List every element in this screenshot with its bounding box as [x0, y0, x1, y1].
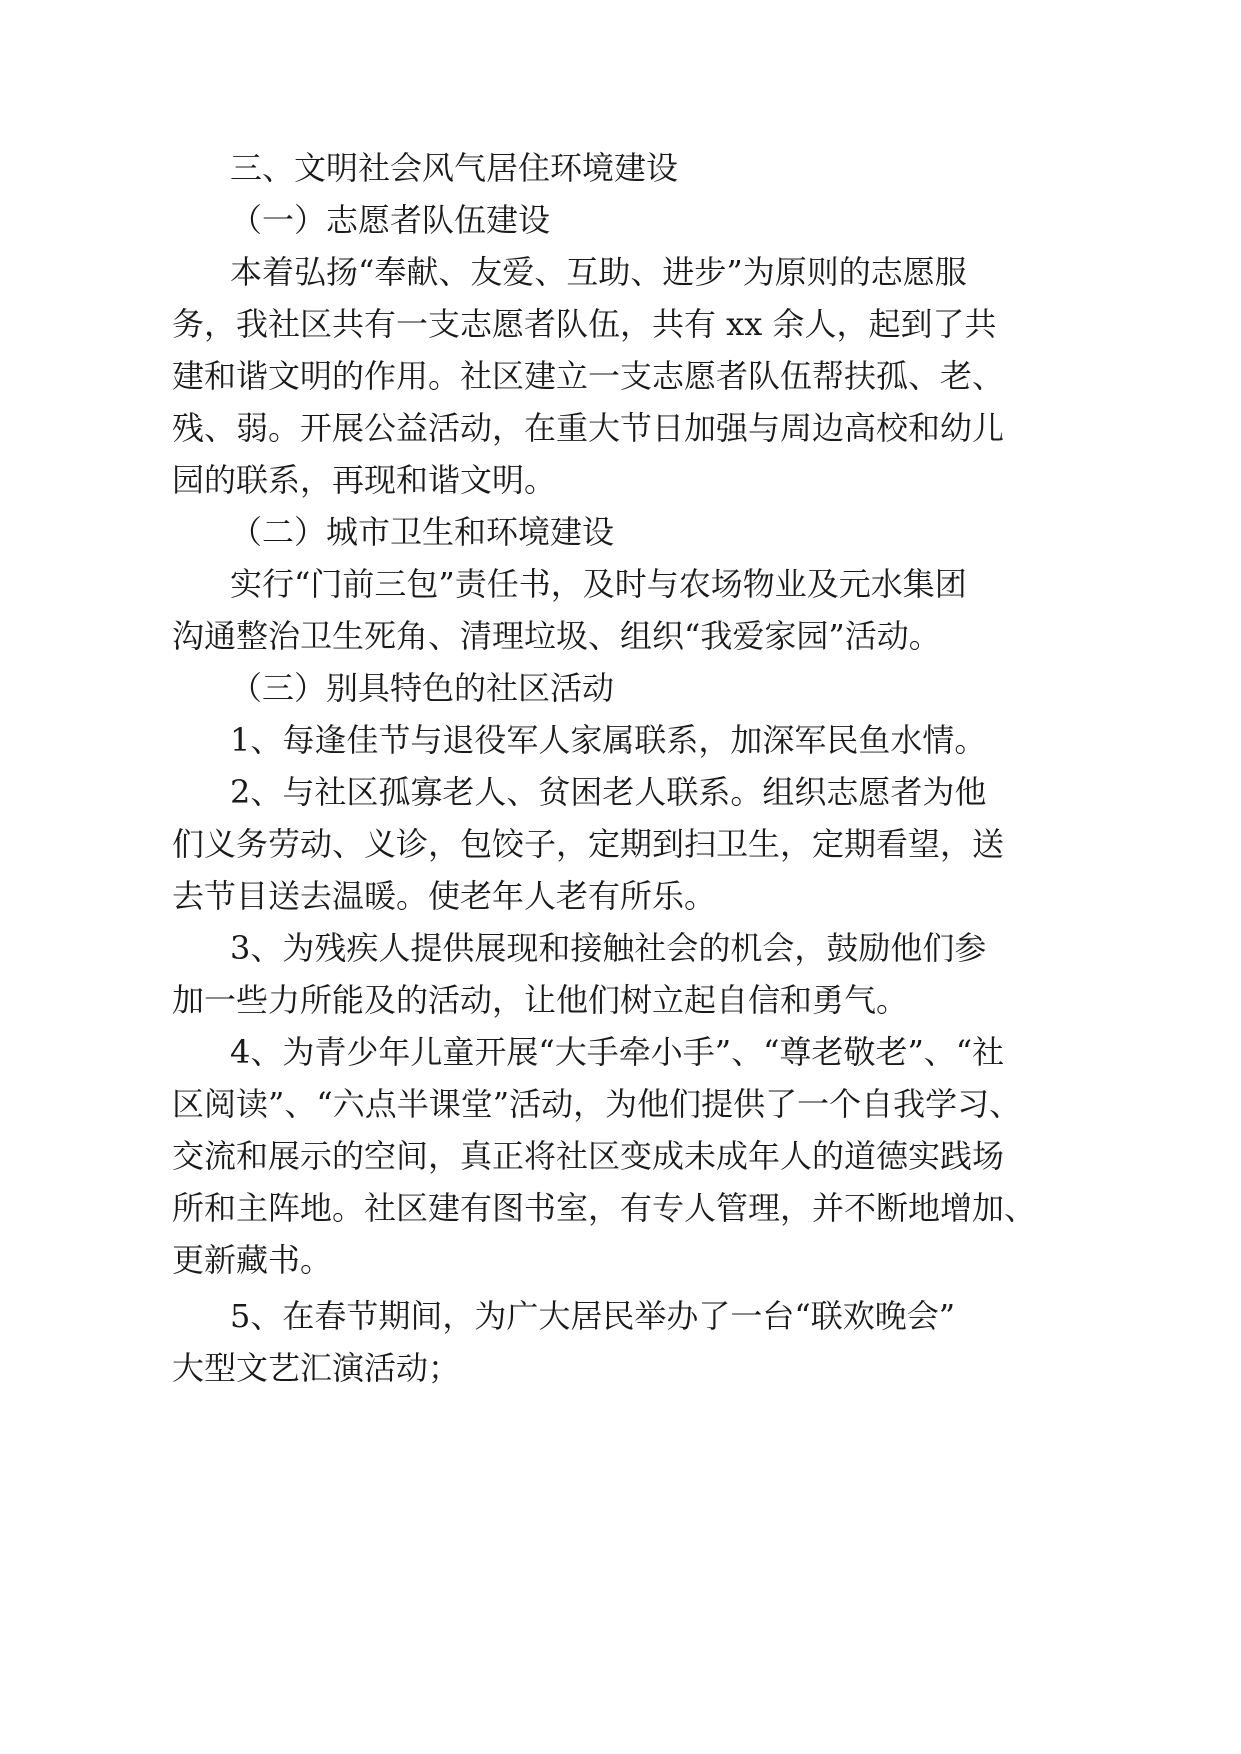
subsection-heading: （二）城市卫生和环境建设	[230, 513, 615, 551]
subsection-heading: （三）别具特色的社区活动	[230, 669, 615, 707]
paragraph-line: 去节目送去温暖。使老年人老有所乐。	[172, 877, 717, 915]
paragraph-line: 大型文艺汇演活动；	[172, 1349, 461, 1387]
paragraph-line: 实行“门前三包”责任书，及时与农场物业及元水集团	[230, 565, 967, 603]
paragraph-line: 沟通整治卫生死角、清理垃圾、组织“我爱家园”活动。	[172, 617, 941, 655]
section-heading: 三、文明社会风气居住环境建设	[230, 149, 679, 187]
paragraph-line: 所和主阵地。社区建有图书室，有专人管理，并不断地增加、	[172, 1189, 1037, 1227]
paragraph-line: 建和谐文明的作用。社区建立一支志愿者队伍帮扶孤、老、	[172, 357, 1005, 395]
paragraph-line: 本着弘扬“奉献、友爱、互助、进步”为原则的志愿服	[230, 253, 967, 291]
paragraph-line: 更新藏书。	[172, 1241, 333, 1279]
paragraph-line: 园的联系，再现和谐文明。	[172, 461, 557, 499]
list-item-line: 5、在春节期间，为广大居民举办了一台“联欢晚会”	[230, 1297, 956, 1335]
list-item-line: 4、为青少年儿童开展“大手牵小手”、“尊老敬老”、“社	[230, 1033, 1005, 1071]
paragraph-line: 残、弱。开展公益活动，在重大节日加强与周边高校和幼儿	[172, 409, 1005, 447]
list-item-line: 3、为残疾人提供展现和接触社会的机会，鼓励他们参	[230, 929, 987, 967]
paragraph-line: 交流和展示的空间，真正将社区变成未成年人的道德实践场	[172, 1137, 1005, 1175]
list-item-line: 2、与社区孤寡老人、贫困老人联系。组织志愿者为他	[230, 773, 987, 811]
paragraph-line: 务，我社区共有一支志愿者队伍，共有 xx 余人，起到了共	[172, 305, 997, 343]
paragraph-line: 们义务劳动、义诊，包饺子，定期到扫卫生，定期看望，送	[172, 825, 1005, 863]
list-item-line: 1、每逢佳节与退役军人家属联系，加深军民鱼水情。	[230, 721, 987, 759]
paragraph-line: 区阅读”、“六点半课堂”活动，为他们提供了一个自我学习、	[172, 1085, 1022, 1123]
paragraph-line: 加一些力所能及的活动，让他们树立起自信和勇气。	[172, 981, 909, 1019]
subsection-heading: （一）志愿者队伍建设	[230, 201, 551, 239]
